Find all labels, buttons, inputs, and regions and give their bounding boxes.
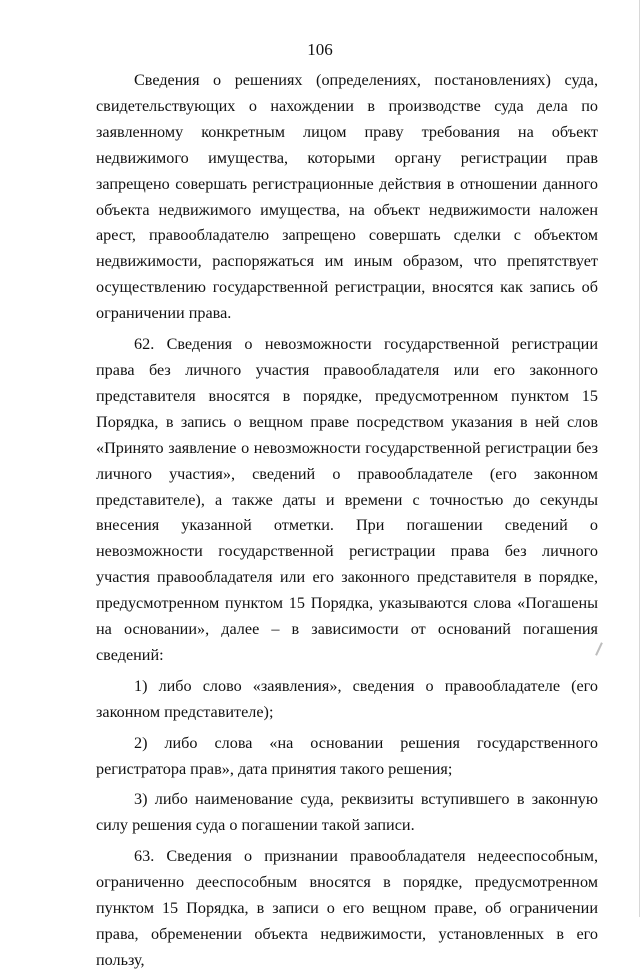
paragraph-court-decisions: Сведения о решениях (определениях, постановлениях) суда, свидетельствующих о нахождении в производстве суда дела по заявленному конкретным лицом праву требования на объект недвижимого имущества, которыми органу регистрации прав запрещено совершать регистрационные действия в отношении данного объекта недвижимого имущества, на объект недвижимости наложен арест, правообладателю запрещено совершать сделки с объектом недвижимости, распоряжаться им иным образом, что препятствует осуществлению государственной регистрации, вносятся как запись об ограничении права.: [96, 71, 598, 323]
paragraph-62-item-2: 2) либо слова «на основании решения государственного регистратора прав», дата принятия такого решения;: [96, 733, 598, 778]
page-number: 106: [307, 40, 333, 59]
paragraph-62: 62. Сведения о невозможности государственной регистрации права без личного участия правообладателя или его законного представителя вносятся в порядке, предусмотренном пунктом 15 Порядка, в запись о вещном праве посредством указания в ней слов «Принято заявление о невозможности государственной регистрации без личного участия», сведений о правообладателе (его законном представителе), а также даты и времени с точностью до секунды внесения указанной отметки. При погашении сведений о невозможности государственной регистрации права без личного участия правообладателя или его законного представителя в порядке, предусмотренном пунктом 15 Порядка, указываются слова «Погашены на основании», далее – в зависимости от оснований погашения сведений:: [96, 335, 598, 664]
paragraph-62-item-3: 3) либо наименование суда, реквизиты вступившего в законную силу решения суда о погашении такой записи.: [96, 790, 598, 835]
paragraph-63: 63. Сведения о признании правообладателя недееспособным, ограниченно дееспособным вносятся в порядке, предусмотренном пунктом 15 Порядка, в записи о его вещном праве, об ограничении права, обременении объекта недвижимости, установленных в его пользу,: [96, 847, 598, 969]
paragraph-62-item-1: 1) либо слово «заявления», сведения о правообладателе (его законном представителе);: [96, 676, 598, 721]
body-text: [96, 68, 598, 979]
